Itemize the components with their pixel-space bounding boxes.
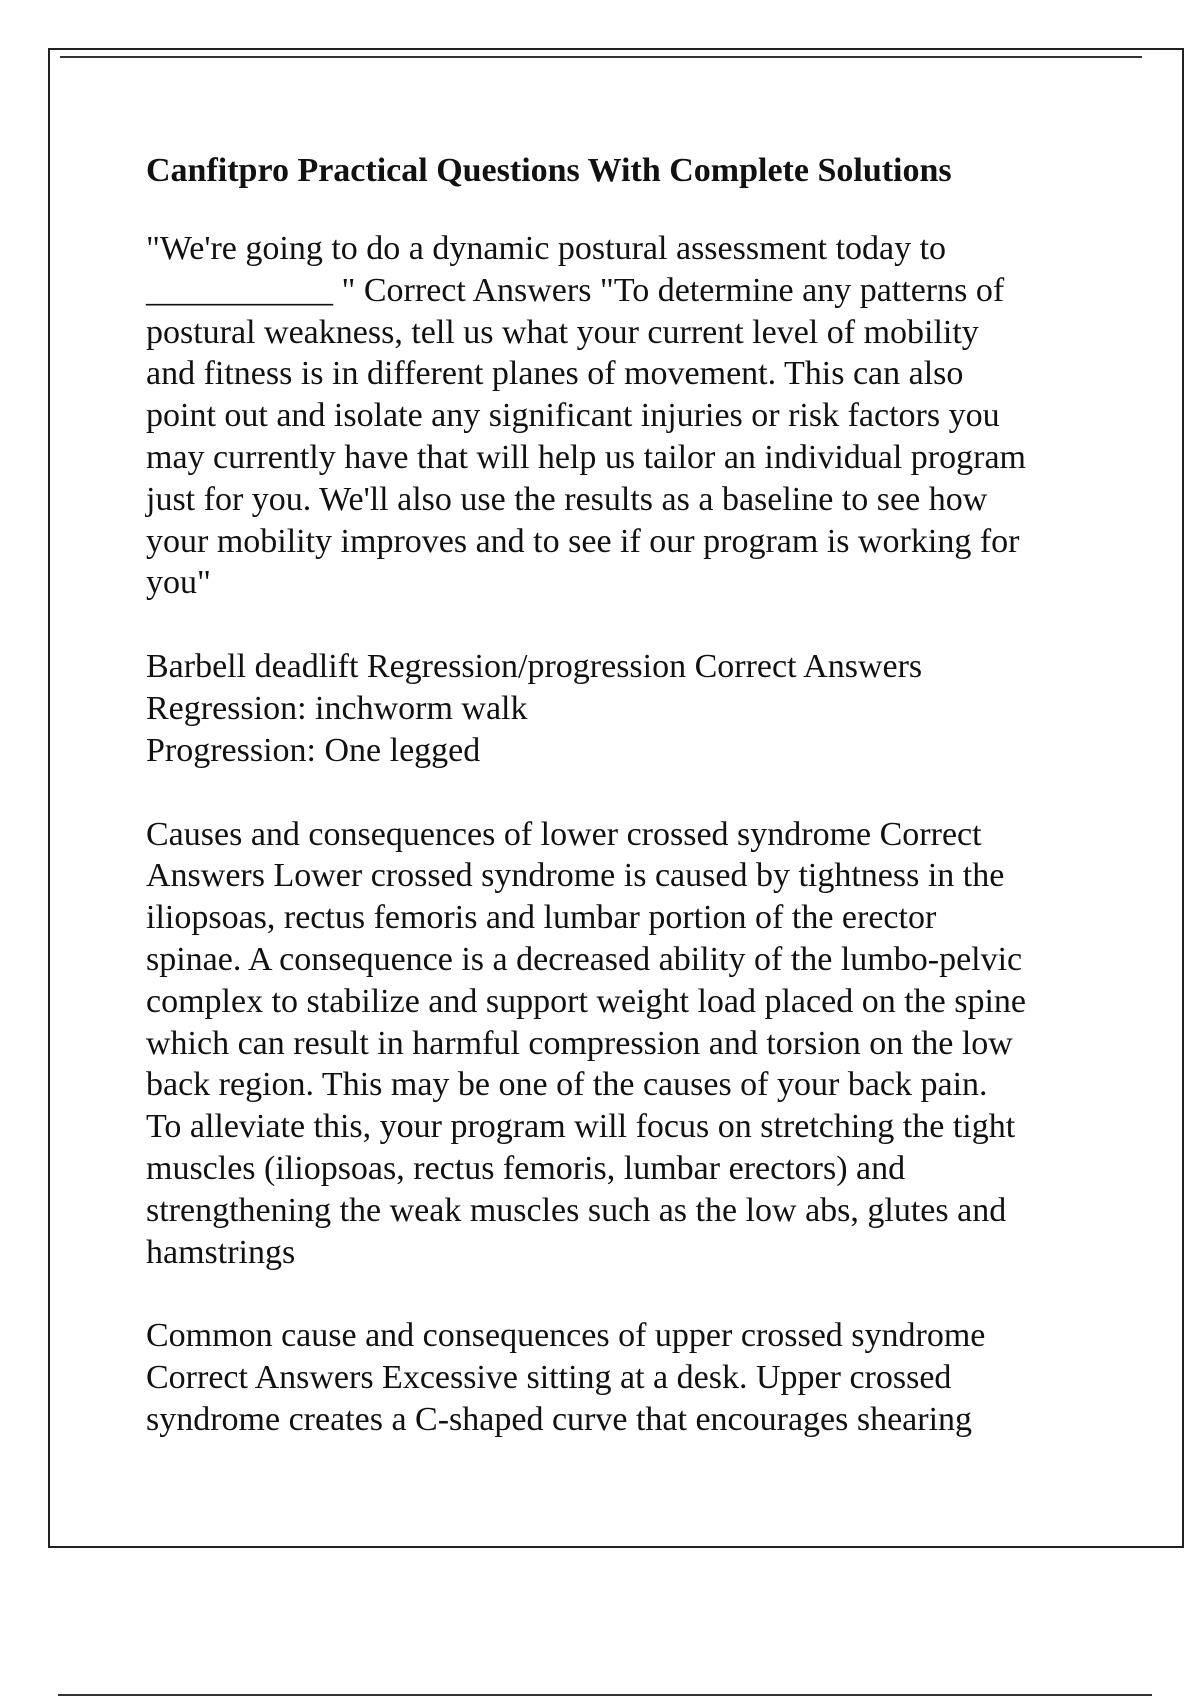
page-frame [48, 48, 1184, 1548]
qa-block-barbell-deadlift: Barbell deadlift Regression/progression Correct Answers Regression: inchworm walk Progression: One legged [146, 648, 923, 769]
qa-block-upper-crossed-syndrome: Common cause and consequences of upper crossed syndrome Correct Answers Excessive sitting at a desk. Upper crossed syndrome creates a C-shaped curve that encourages shearing [146, 1317, 986, 1438]
qa-block-lower-crossed-syndrome: Causes and consequences of lower crossed syndrome Correct Answers Lower crossed syndrome is caused by tightness in the iliopsoas, rectus femoris and lumbar portion of the erector spinae. A consequence is a decreased ability of the lumbo-pelvic complex to stabilize and support weight load placed on the spine which can result in harmful compression and torsion on the low back region. This may be one of the causes of your back pain. To alleviate this, your program will focus on stretching the tight muscles (iliopsoas, rectus femoris, lumbar erectors) and strengthening the weak muscles such as the low abs, glutes and hamstrings [146, 815, 1026, 1271]
bottom-divider [58, 1694, 1152, 1696]
qa-block-dynamic-postural-assessment: "We're going to do a dynamic postural assessment today to ___________ " Correct Answers "To determine any patterns of postural weakness, tell us what your current level of mobility and fitness is in different planes of movement. This can also point out and isolate any significant injuries or risk factors you may currently have that will help us tailor an individual program just for you. We'll also use the results as a baseline to see how your mobility improves and to see if our program is working for you" [146, 230, 1026, 602]
document-title: Canfitpro Practical Questions With Complete Solutions [146, 152, 952, 189]
top-divider [60, 56, 1142, 58]
document-body [146, 150, 1136, 1483]
